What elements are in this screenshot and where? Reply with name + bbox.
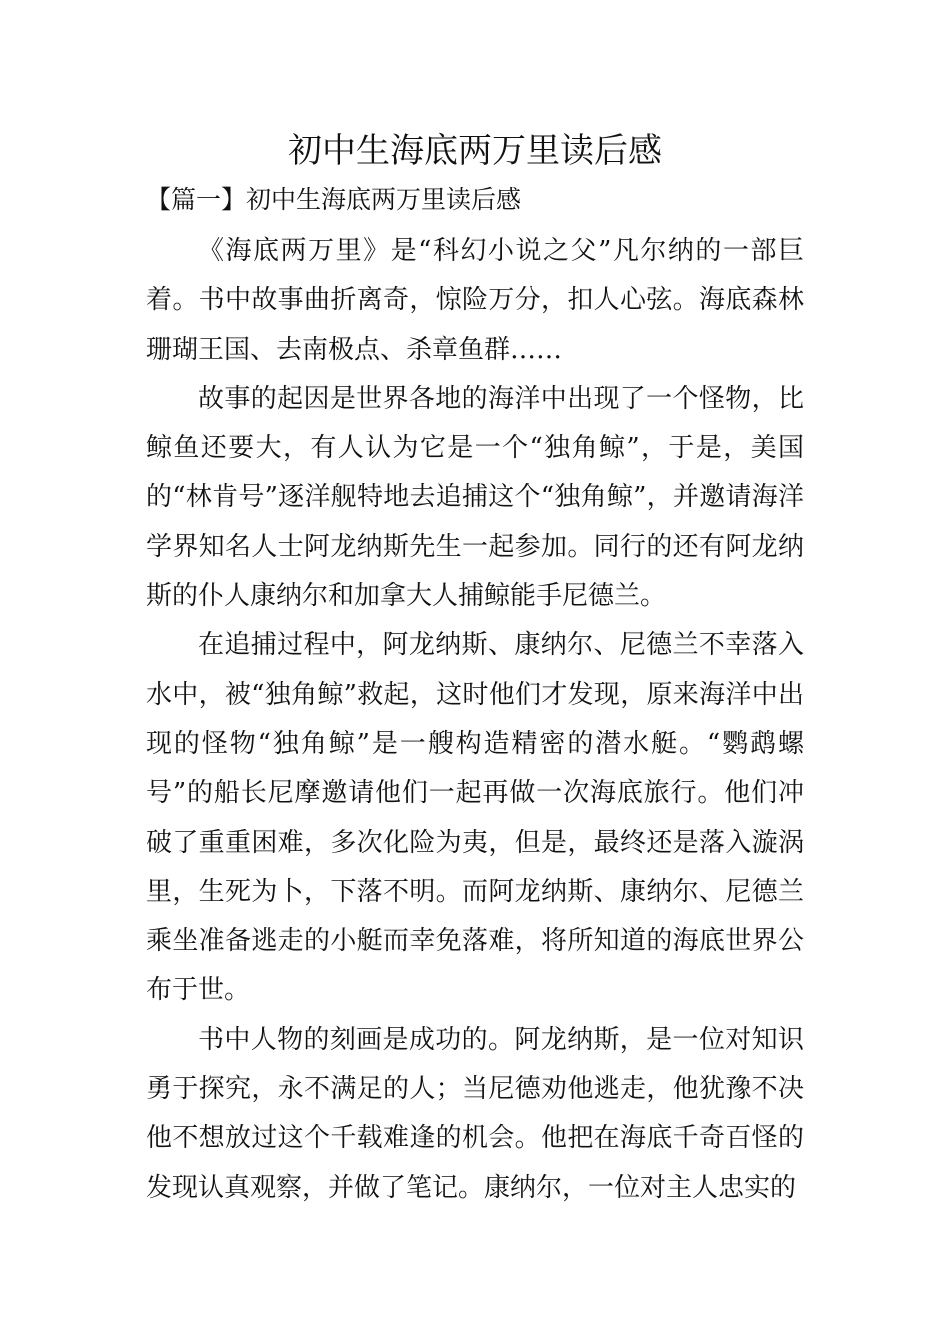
paragraph-3: 在追捕过程中，阿龙纳斯、康纳尔、尼德兰不幸落入水中，被“独角鲸”救起，这时他们才发现，原来海洋中出现的怪物“独角鲸”是一艘构造精密的潜水艇。“鹦鹉螺号”的船长尼摩邀请他们一起再做一次海底旅行。他们冲破了重重困难，多次化险为夷，但是，最终还是落入漩涡里，生死为卜，下落不明。而阿龙纳斯、康纳尔、尼德兰乘坐准备逃走的小艇而幸免落难，将所知道的海底世界公布于世。	[146, 630, 804, 1006]
paragraph-4: 书中人物的刻画是成功的。阿龙纳斯，是一位对知识勇于探究，永不满足的人；当尼德劝他逃走，他犹豫不决他不想放过这个千载难逢的机会。他把在海底千奇百怪的发现认真观察，并做了笔记。康纳尔，一位对主人忠实的	[146, 1024, 804, 1203]
document-title: 初中生海底两万里读后感	[288, 131, 662, 171]
section-heading: 【篇一】初中生海底两万里读后感	[146, 185, 522, 214]
paragraph-1: 《海底两万里》是“科幻小说之父”凡尔纳的一部巨着。书中故事曲折离奇，惊险万分，扣人心弦。海底森林珊瑚王国、去南极点、杀章鱼群……	[146, 236, 804, 365]
paragraph-2: 故事的起因是世界各地的海洋中出现了一个怪物，比鲸鱼还要大，有人认为它是一个“独角鲸”，于是，美国的“林肯号”逐洋舰特地去追捕这个“独角鲸”，并邀请海洋学界知名人士阿龙纳斯先生一起参加。同行的还有阿龙纳斯的仆人康纳尔和加拿大人捕鲸能手尼德兰。	[146, 383, 804, 612]
document-body	[146, 227, 804, 1213]
